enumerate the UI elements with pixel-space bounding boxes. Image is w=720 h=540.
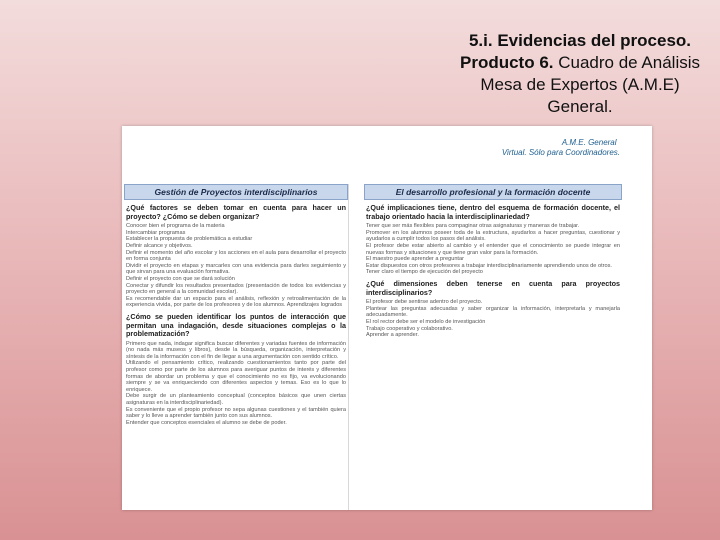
left-column <box>124 184 349 510</box>
list-item: Utilizando el pensamiento crítico, realizando cuestionamientos tanto por parte del profesor como por parte de los alumnos para averiguar puntos de interés y diferentes formas de abordar un problema y que el conocimiento no es fijo, va evolucionando siempre y se va enriqueciendo con diferentes aspectos y temas. Eso es lo que lo enriquece. <box>126 360 346 393</box>
list-item: Establecer la propuesta de problemática a estudiar <box>126 236 253 243</box>
list-item: Dividir el proyecto en etapas y marcarles con una evidencia para darles seguimiento y que sirvan para una evaluación formativa. <box>126 262 346 276</box>
list-item: Es recomendable dar un espacio para el análisis, reflexión y retroalimentación de la experiencia vivida, por parte de los profesores y de los alumnos. Aprendizajes logrados <box>126 295 346 309</box>
title-product-label: Producto 6. <box>460 53 554 72</box>
list-item: Conocer bien el programa de la materia <box>126 223 225 230</box>
left-column-heading: Gestión de Proyectos interdisciplinarios <box>124 184 348 200</box>
list-item: El rol rector debe ser el modelo de investigación <box>366 318 486 325</box>
list-item: El profesor debe estar abierto al cambio y el entender que el conocimiento se puede integrar en nuevas formas y situaciones y que tiene gran valor para la formación. <box>366 242 620 256</box>
left-question-2: ¿Cómo se pueden identificar los puntos de interacción que permitan una indagación, desde situaciones complejas o la problematización? <box>126 311 346 339</box>
left-items-2 <box>124 341 348 427</box>
list-item: Tener que ser más flexibles para compaginar otras asignaturas y maneras de trabajar. <box>366 223 580 230</box>
list-item: Conectar y difundir los resultados presentados (presentación de todos los evidencias y proyecto en general a la comunidad escolar). <box>126 282 346 296</box>
title-product-desc: Cuadro de Análisis <box>553 53 700 72</box>
right-items-1 <box>364 223 622 276</box>
right-items-2 <box>364 299 622 339</box>
list-item: Definir el proyecto con que se dará solución <box>126 275 235 282</box>
list-item: El maestro puede aprender a preguntar <box>366 256 464 263</box>
list-item: Trabajo cooperativo y colaborativo. <box>366 325 453 332</box>
analysis-document <box>122 126 652 510</box>
list-item: Primero que nada, indagar significa buscar diferentes y variadas fuentes de información (no nada más museos y libros), desde la búsqueda, organización, interpretación y síntesis de la información con el fin de llegar a una argumentación con sentido crítico. <box>126 340 346 360</box>
right-column-heading: El desarrollo profesional y la formación docente <box>364 184 622 200</box>
list-item: Entender que conceptos esenciales el alumno se debe de poder. <box>126 419 287 426</box>
list-item: Definir el momento del año escolar y los acciones en el aula para desarrollar el proyecto en forma conjunta <box>126 249 346 263</box>
title-line-4: General. <box>547 97 613 116</box>
list-item: Promover en los alumnos poseer toda de la estructura, ayudarlos a hacer preguntas, cuestionar y ayudarlos a cumplir todos los pasos del análisis. <box>366 229 620 243</box>
title-line-3: Mesa de Expertos (A.M.E) <box>480 75 680 94</box>
document-header-title: A.M.E. General <box>561 138 617 147</box>
list-item: Intercambiar programas <box>126 229 186 236</box>
document-header <box>502 138 620 158</box>
right-column <box>364 184 622 510</box>
list-item: El profesor debe sentirse adentro del proyecto. <box>366 299 483 306</box>
slide-title <box>440 30 720 118</box>
document-header-subtitle: Virtual. Sólo para Coordinadores. <box>501 148 620 157</box>
list-item: Plantear las preguntas adecuadas y saber organizar la información, interpretarla y manejarla adecuadamente. <box>366 305 620 319</box>
list-item: Es conveniente que el propio profesor no sepa algunas cuestiones y el también quiera saber y lo lleve a aprender también junto con sus alumnos. <box>126 406 346 420</box>
list-item: Aprender a aprender. <box>366 332 419 339</box>
list-item: Definir alcance y objetivos. <box>126 242 193 249</box>
right-question-1: ¿Qué implicaciones tiene, dentro del esquema de formación docente, el trabajo orientado hacia la interdisciplinariedad? <box>366 203 620 221</box>
title-line-1: 5.i. Evidencias del proceso. <box>468 31 692 50</box>
left-items-1 <box>124 223 348 309</box>
right-question-2: ¿Qué dimensiones deben tenerse en cuenta para proyectos interdisciplinarios? <box>366 278 620 297</box>
title-line-2 <box>440 52 720 74</box>
list-item: Tener claro el tiempo de ejecución del proyecto <box>366 269 483 276</box>
left-question-1: ¿Qué factores se deben tomar en cuenta para hacer un proyecto? ¿Cómo se deben organizar? <box>126 203 346 221</box>
list-item: Debe surgir de un planteamiento conceptual (conceptos básicos que unen ciertas asignaturas en la interdisciplinariedad). <box>126 393 346 407</box>
list-item: Estar dispuestos con otros profesores a trabajar interdisciplinariamente aprendiendo unos de otros. <box>366 262 612 269</box>
